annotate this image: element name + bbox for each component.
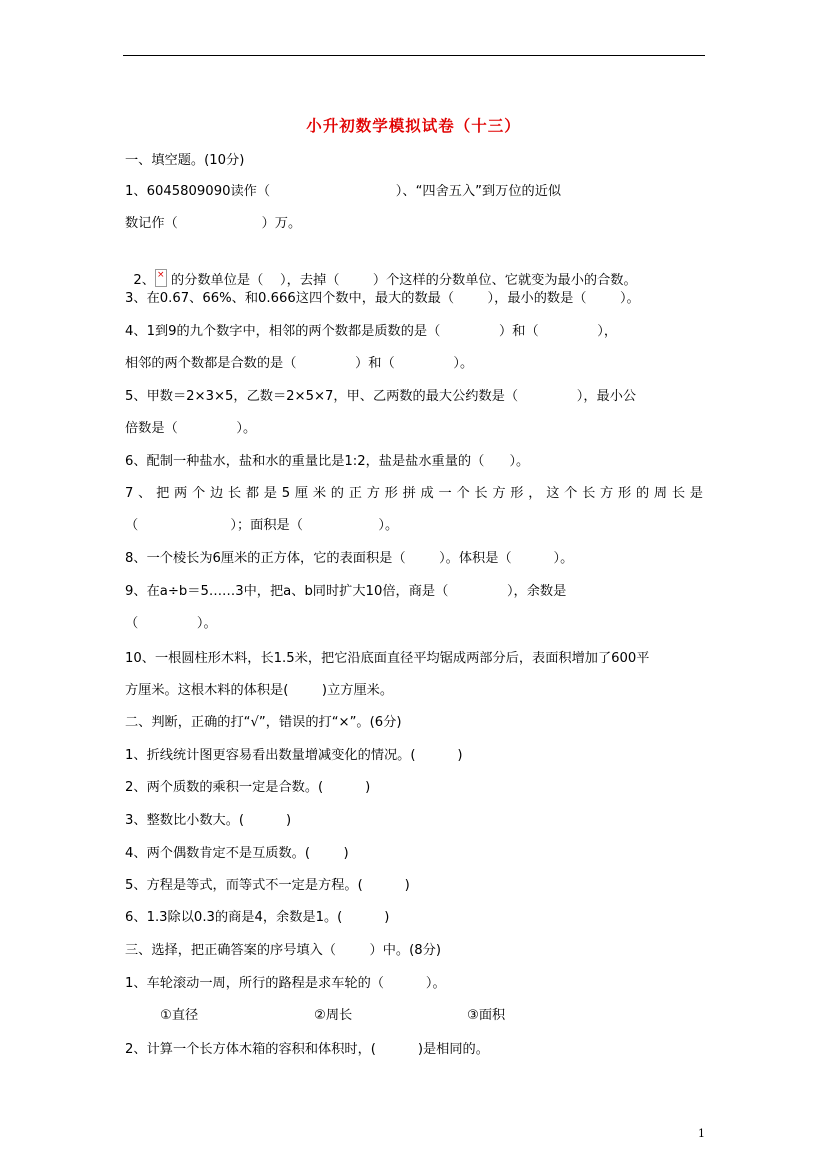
question-2: [125, 253, 637, 289]
broken-image-icon: [155, 269, 167, 287]
question-4-line-1: 4、1到9的九个数字中，相邻的两个数都是质数的是（ ）和（ ），: [125, 324, 618, 339]
judge-item-5: 5、方程是等式，而等式不一定是方程。( ): [125, 878, 410, 893]
judge-item-4: 4、两个偶数肯定不是互质数。( ): [125, 846, 349, 861]
question-9-line-2: （ ）。: [125, 616, 217, 631]
section2-heading: 二、判断，正确的打“√”，错误的打“×”。(6分): [125, 715, 402, 730]
question-5-line-2: 倍数是（ ）。: [125, 421, 257, 436]
page-number: 1: [698, 1127, 705, 1140]
section3-heading: 三、选择，把正确答案的序号填入（ ）中。(8分): [125, 943, 441, 958]
question-9-line-1: 9、在a÷b＝5……3中，把a、b同时扩大10倍，商是（ ），余数是: [125, 584, 567, 599]
question-1-line-1: 1、6045809090读作（ ）、“四舍五入”到万位的近似: [125, 184, 562, 199]
question-1-line-2: 数记作（ ）万。: [125, 216, 302, 231]
question-4-line-2: 相邻的两个数都是合数的是（ ）和（ ）。: [125, 356, 474, 371]
judge-item-1: 1、折线统计图更容易看出数量增减变化的情况。( ): [125, 748, 463, 763]
question-3: 3、在0.67、66%、和0.666这四个数中，最大的数最（ ），最小的数是（ ）。: [125, 291, 640, 306]
section1-heading: 一、填空题。(10分): [125, 153, 245, 168]
judge-item-3: 3、整数比小数大。( ): [125, 813, 292, 828]
question-8: 8、一个棱长为6厘米的正方体，它的表面积是（ ）。体积是（ ）。: [125, 551, 574, 566]
question-7-line-2: （ ）；面积是（ ）。: [125, 518, 399, 533]
question-10-line-1: 10、一根圆柱形木料，长1.5米，把它沿底面直径平均锯成两部分后，表面积增加了600平: [125, 651, 650, 666]
choice-question-1: 1、车轮滚动一周，所行的路程是求车轮的（ ）。: [125, 976, 446, 991]
choice-option-1: ①直径: [160, 1008, 199, 1023]
question-5-line-1: 5、甲数＝2×3×5，乙数＝2×5×7，甲、乙两数的最大公约数是（ ），最小公: [125, 389, 637, 404]
page-title: 小升初数学模拟试卷（十三）: [306, 117, 521, 135]
choice-question-2: 2、计算一个长方体木箱的容积和体积时，( )是相同的。: [125, 1042, 489, 1057]
question-7-line-1: 7、把两个边长都是5厘米的正方形拼成一个长方形，这个长方形的周长是: [125, 486, 703, 501]
header-rule: [123, 55, 705, 56]
judge-item-2: 2、两个质数的乘积一定是合数。( ): [125, 780, 371, 795]
question-6: 6、配制一种盐水，盐和水的重量比是1:2，盐是盐水重量的（ ）。: [125, 454, 530, 469]
question-2-number: 2、: [133, 273, 155, 288]
question-2-text: 的分数单位是（ ），去掉（ ）个这样的分数单位、它就变为最小的合数。: [170, 273, 637, 288]
choice-option-2: ②周长: [314, 1008, 353, 1023]
choice-option-3: ③面积: [467, 1008, 506, 1023]
judge-item-6: 6、1.3除以0.3的商是4，余数是1。( ): [125, 910, 390, 925]
question-10-line-2: 方厘米。这根木料的体积是( )立方厘米。: [125, 683, 394, 698]
